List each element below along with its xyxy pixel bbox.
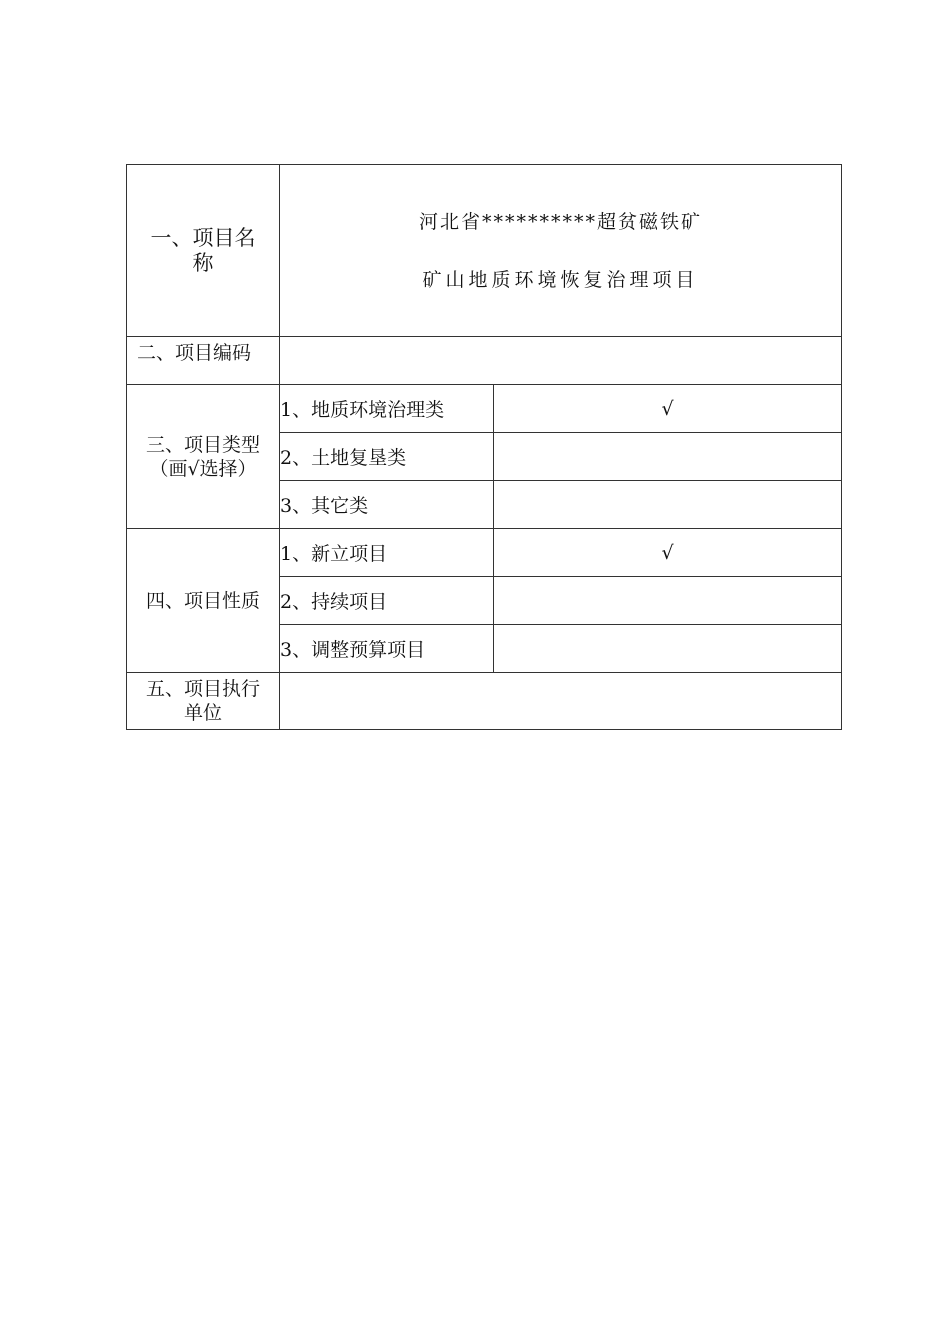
project-nature-option: 1、新立项目 [280, 529, 494, 577]
project-nature-check [494, 577, 842, 625]
project-type-option: 1、地质环境治理类 [280, 385, 494, 433]
row-project-type-1 [127, 385, 842, 433]
executing-unit-value [280, 673, 842, 730]
project-type-label-line1: 三、项目类型 [145, 433, 260, 456]
executing-unit-label-line2: 单位 [183, 702, 222, 724]
project-title-line2: 矿山地质环境恢复治理项目 [422, 268, 699, 291]
project-nature-label: 四、项目性质 [127, 529, 280, 673]
project-type-check [494, 433, 842, 481]
project-nature-check: √ [494, 529, 842, 577]
project-type-label [127, 385, 280, 529]
project-type-check: √ [494, 385, 842, 433]
row-project-name [127, 165, 842, 337]
project-info-table [126, 164, 842, 730]
row-executing-unit [127, 673, 842, 730]
project-type-option: 3、其它类 [280, 481, 494, 529]
project-nature-option: 3、调整预算项目 [280, 625, 494, 673]
project-title-line1: 河北省**********超贫磁铁矿 [419, 210, 703, 233]
row-project-code [127, 337, 842, 385]
project-nature-check [494, 625, 842, 673]
project-type-label-line2: （画√选择） [149, 457, 257, 480]
executing-unit-label [127, 673, 280, 730]
row-project-nature-1 [127, 529, 842, 577]
project-code-value [280, 337, 842, 385]
executing-unit-label-line1: 五、项目执行 [145, 678, 260, 700]
project-name-label: 一、项目名称 [127, 165, 280, 337]
project-type-option: 2、土地复垦类 [280, 433, 494, 481]
project-code-label: 二、项目编码 [127, 337, 280, 385]
project-type-check [494, 481, 842, 529]
project-title-cell [280, 165, 842, 337]
project-nature-option: 2、持续项目 [280, 577, 494, 625]
